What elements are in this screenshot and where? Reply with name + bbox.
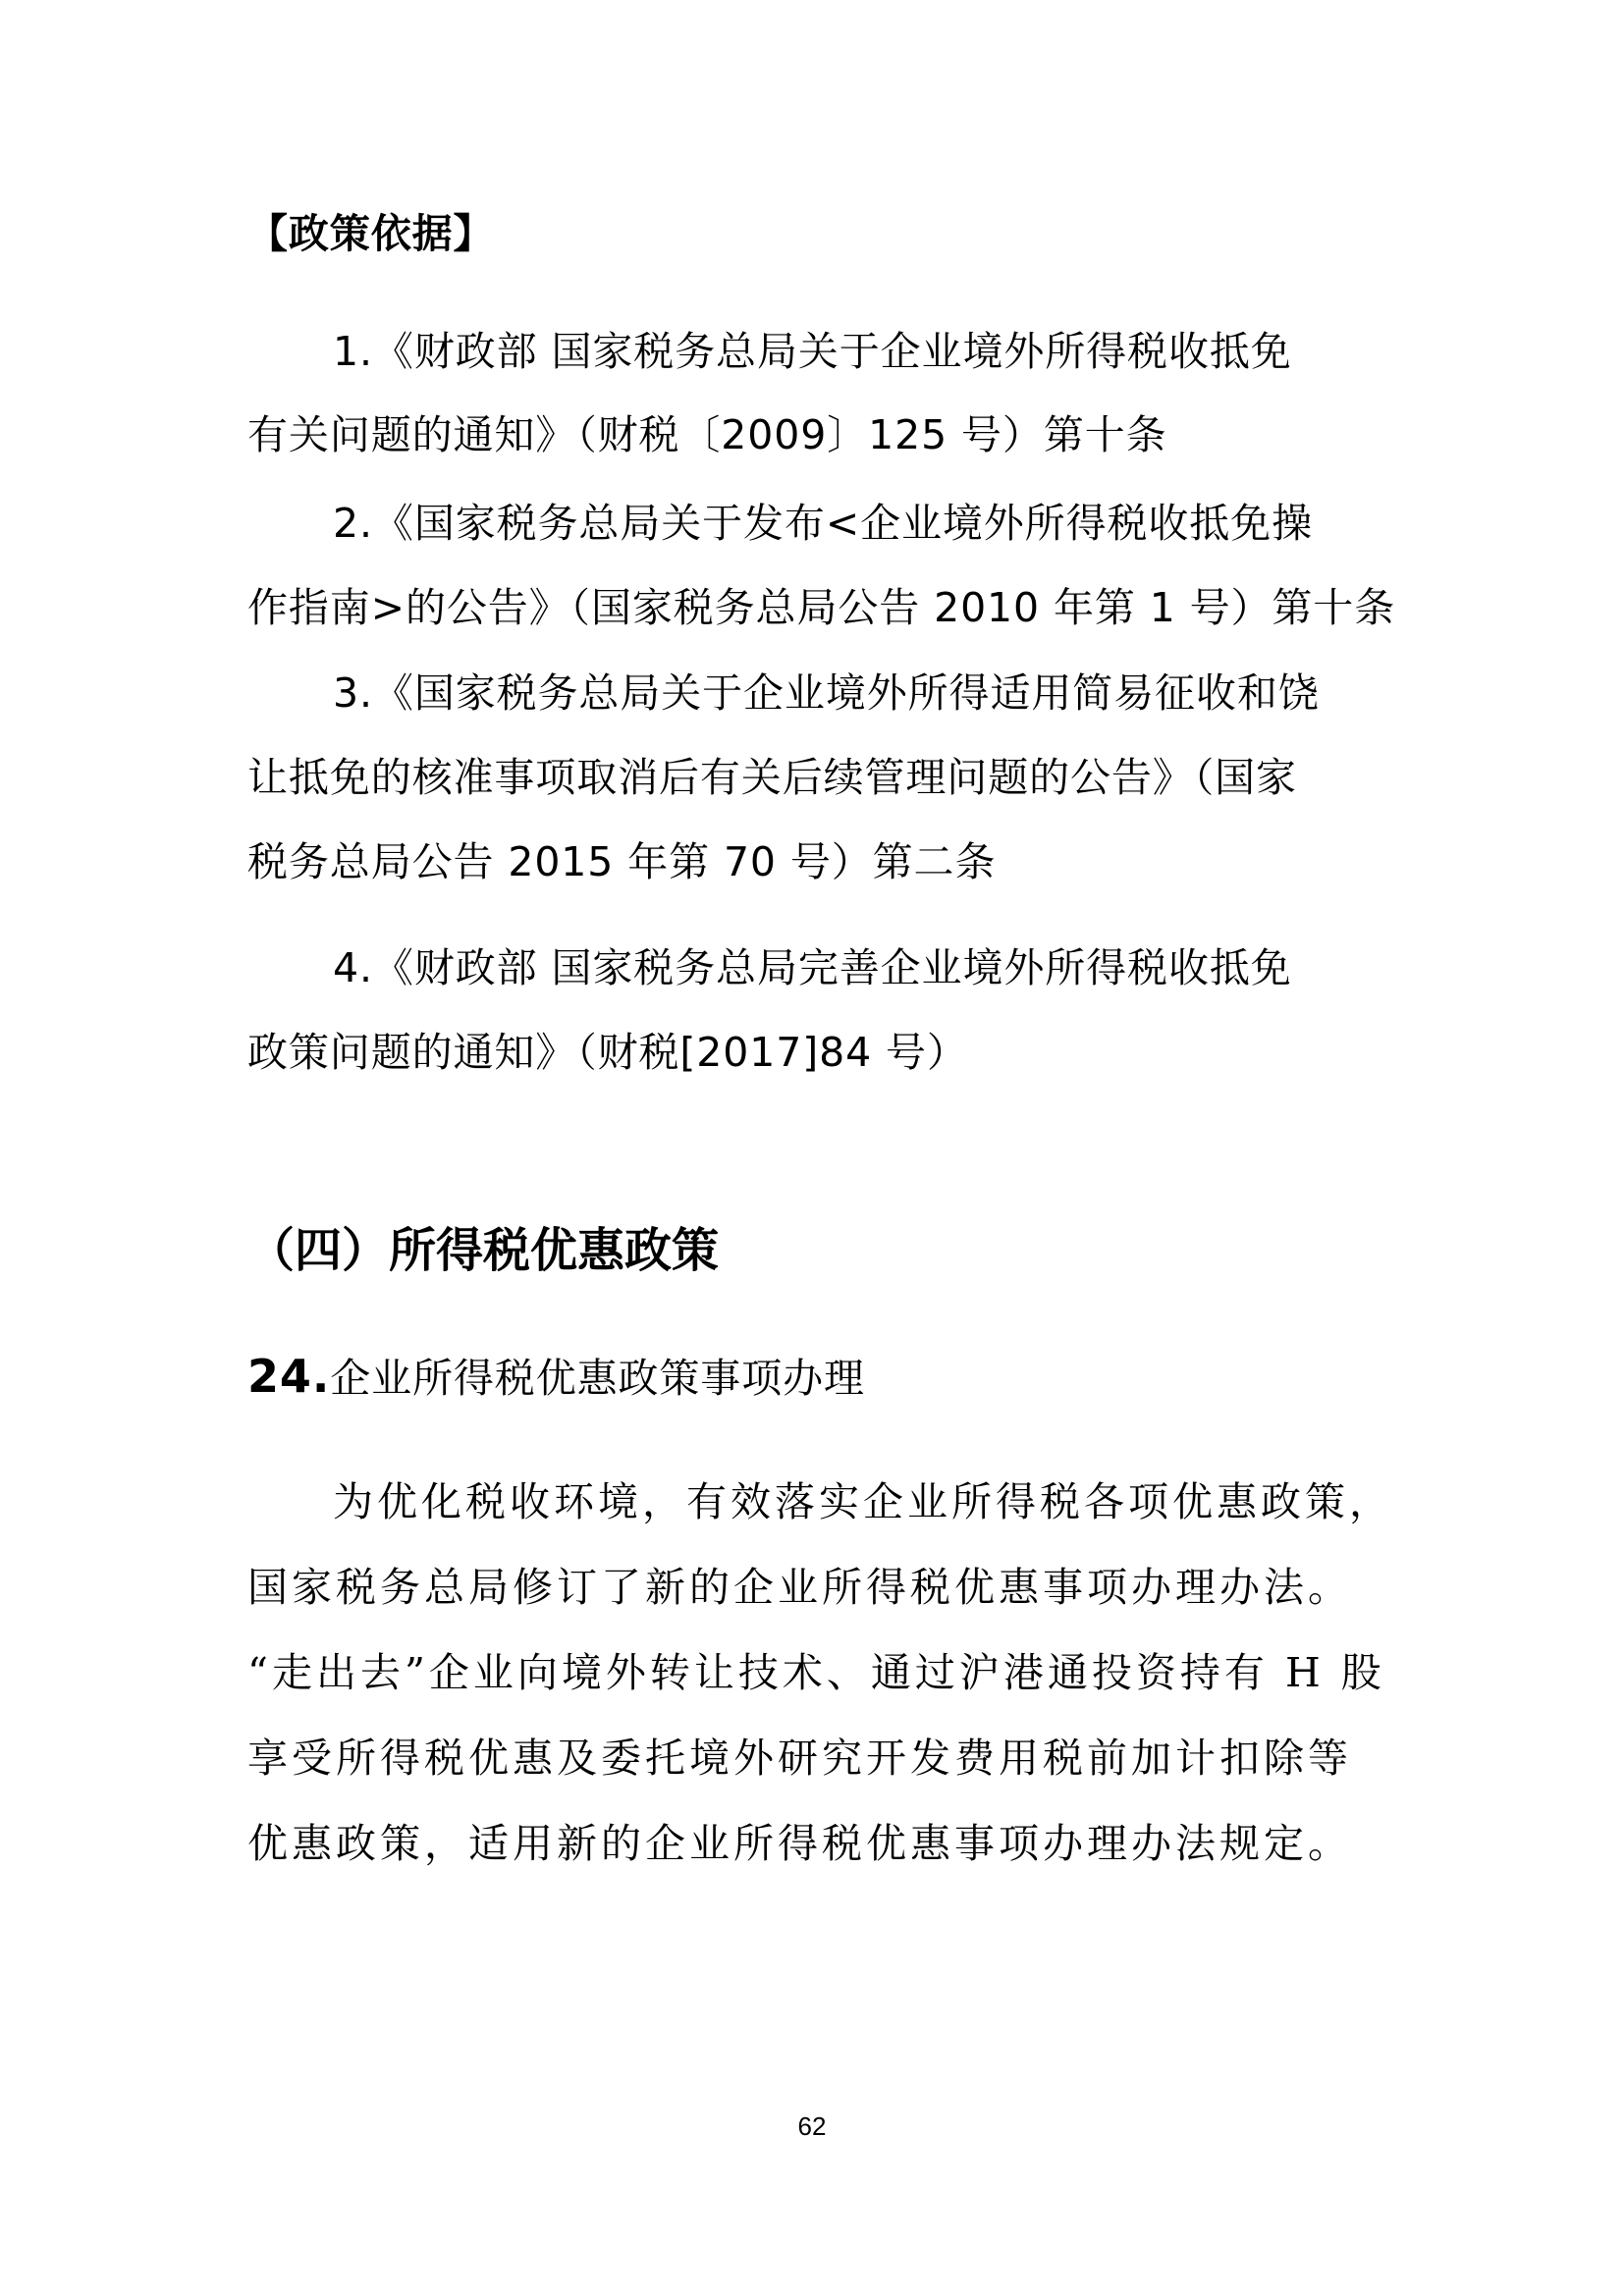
policy-item-3-line-2: 让抵免的核准事项取消后有关后续管理问题的公告》（国家 xyxy=(247,754,1297,801)
policy-item-4-line-2: 政策问题的通知》（财税[2017]84 号） xyxy=(247,1029,968,1076)
policy-item-1-line-1: 1.《财政部 国家税务总局关于企业境外所得税收抵免 xyxy=(333,328,1292,375)
paragraph-line-2: 国家税务总局修订了新的企业所得税优惠事项办理办法。 xyxy=(247,1564,1352,1611)
subsection-number: 24. xyxy=(247,1350,331,1403)
policy-item-3-line-3: 税务总局公告 2015 年第 70 号）第二条 xyxy=(247,838,997,885)
section-heading: （四）所得税优惠政策 xyxy=(247,1223,720,1278)
policy-basis-title: 【政策依据】 xyxy=(247,210,495,257)
policy-item-1-line-2: 有关问题的通知》（财税〔2009〕125 号）第十条 xyxy=(247,411,1167,458)
paragraph-line-5: 优惠政策，适用新的企业所得税优惠事项办理办法规定。 xyxy=(247,1820,1352,1867)
policy-item-4-line-1: 4.《财政部 国家税务总局完善企业境外所得税收抵免 xyxy=(333,944,1292,991)
paragraph-line-4: 享受所得税优惠及委托境外研究开发费用税前加计扣除等 xyxy=(247,1735,1352,1782)
page-number: 62 xyxy=(797,2111,827,2141)
paragraph-line-3: “走出去”企业向境外转让技术、通过沪港通投资持有 H 股 xyxy=(247,1649,1385,1696)
paragraph-line-1: 为优化税收环境，有效落实企业所得税各项优惠政策， xyxy=(333,1478,1393,1525)
subsection-title: 企业所得税优惠政策事项办理 xyxy=(330,1355,865,1402)
subsection-heading xyxy=(247,1349,865,1406)
policy-item-3-line-1: 3.《国家税务总局关于企业境外所得适用简易征收和饶 xyxy=(333,669,1320,717)
policy-item-2-line-2: 作指南>的公告》（国家税务总局公告 2010 年第 1 号）第十条 xyxy=(247,584,1396,631)
policy-item-2-line-1: 2.《国家税务总局关于发布<企业境外所得税收抵免操 xyxy=(333,500,1313,547)
